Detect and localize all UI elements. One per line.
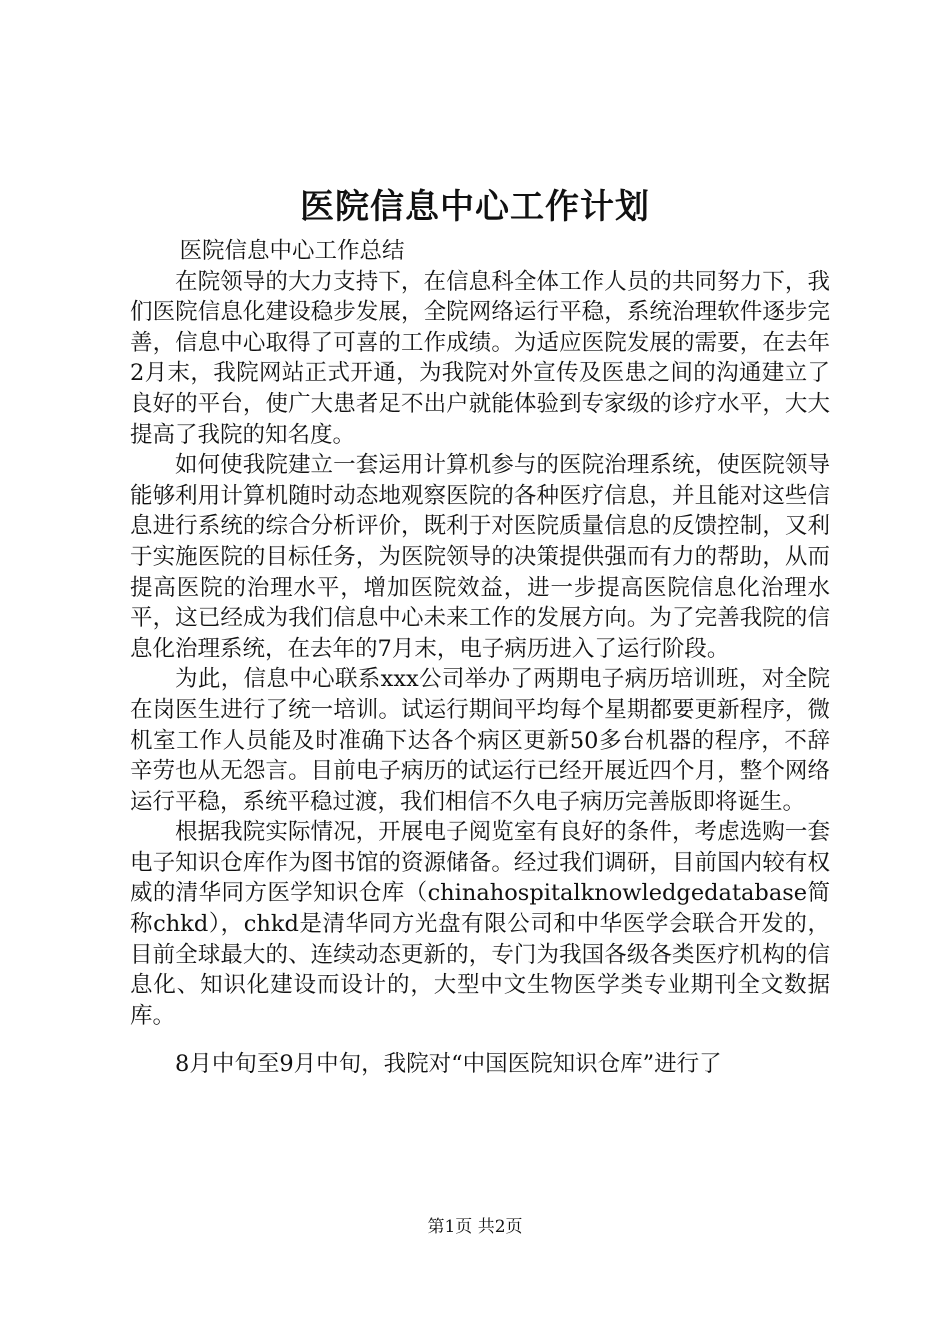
document-subtitle: 医院信息中心工作总结 (179, 238, 405, 264)
paragraph-2: 如何使我院建立一套运用计算机参与的医院治理系统，使医院领导能够利用计算机随时动态地观察医院的各种医疗信息，并且能对这些信息进行系统的综合分析评价，既利于对医院质量信息的反馈控制，又利于实施医院的目标任务，为医院领导的决策提供强而有力的帮助，从而提高医院的治理水平，增加医院效益，进一步提高医院信息化治理水平，这已经成为我们信息中心未来工作的发展方向。为了完善我院的信息化治理系统，在去年的7月末，电子病历进入了运行阶段。 (130, 452, 830, 662)
paragraph-4: 根据我院实际情况，开展电子阅览室有良好的条件，考虑选购一套电子知识仓库作为图书馆的资源储备。经过我们调研，目前国内较有权威的清华同方医学知识仓库（chinahospitalknowledgedatabase简称chkd），chkd是清华同方光盘有限公司和中华医学会联合开发的，目前全球最大的、连续动态更新的，专门为我国各级各类医疗机构的信息化、知识化建设而设计的，大型中文生物医学类专业期刊全文数据库。 (130, 819, 830, 1029)
document-title: 医院信息中心工作计划 (300, 187, 650, 227)
document-body (130, 236, 830, 1080)
paragraph-3: 为此，信息中心联系xxx公司举办了两期电子病历培训班，对全院在岗医生进行了统一培训。试运行期间平均每个星期都要更新程序，微机室工作人员能及时准确下达各个病区更新50多台机器的程序，不辞辛劳也从无怨言。目前电子病历的试运行已经开展近四个月，整个网络运行平稳，系统平稳过渡，我们相信不久电子病历完善版即将诞生。 (130, 666, 830, 815)
paragraph-1: 在院领导的大力支持下，在信息科全体工作人员的共同努力下，我们医院信息化建设稳步发展，全院网络运行平稳，系统治理软件逐步完善，信息中心取得了可喜的工作成绩。为适应医院发展的需要，在去年2月末，我院网站正式开通，为我院对外宣传及医患之间的沟通建立了良好的平台，使广大患者足不出户就能体验到专家级的诊疗水平，大大提高了我院的知名度。 (130, 268, 830, 448)
page-footer: 第1页 共2页 (427, 1217, 523, 1237)
paragraph-5: 8月中旬至9月中旬，我院对“中国医院知识仓库”进行了 (175, 1051, 722, 1078)
